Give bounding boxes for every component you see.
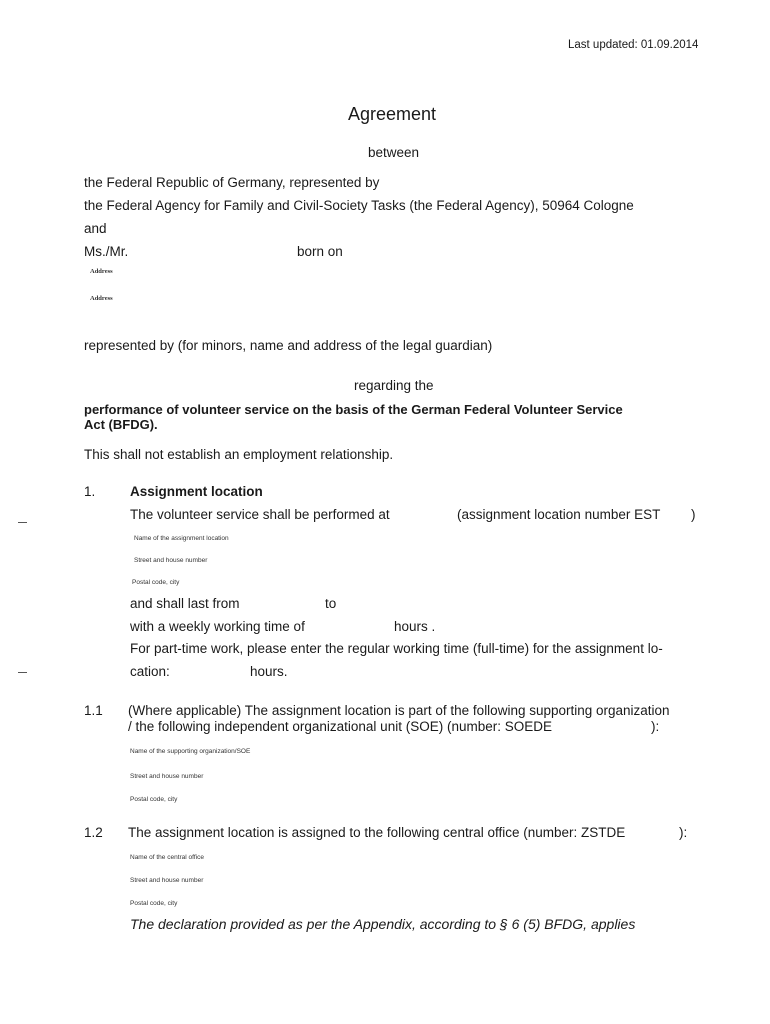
- hours-text: hours .: [394, 619, 436, 634]
- soe-postal-label: Postal code, city: [130, 796, 178, 803]
- party-line-2: the Federal Agency for Family and Civil-Society Tasks (the Federal Agency), 50964 Cologne: [84, 198, 634, 213]
- no-employment-text: This shall not establish an employment relationship.: [84, 447, 394, 462]
- between-text: between: [368, 145, 420, 160]
- and-text: and: [84, 221, 107, 236]
- party-line-1: the Federal Republic of Germany, represented by: [84, 175, 380, 190]
- regarding-text: regarding the: [354, 378, 434, 393]
- margin-mark: [18, 672, 27, 673]
- section-1-heading: Assignment location: [130, 484, 263, 499]
- location-label: cation:: [130, 664, 170, 679]
- to-text: to: [325, 596, 337, 611]
- assignment-street-label: Street and house number: [134, 557, 208, 564]
- section-1-2-number: 1.2: [84, 825, 103, 840]
- section-1-1-close: ):: [651, 719, 660, 734]
- central-office-postal-label: Postal code, city: [130, 900, 178, 907]
- central-office-street-label: Street and house number: [130, 877, 204, 884]
- address-label-1: Address: [90, 268, 113, 275]
- central-office-name-label: Name of the central office: [130, 854, 204, 861]
- soe-street-label: Street and house number: [130, 773, 204, 780]
- declaration-text: The declaration provided as per the Appendix, according to § 6 (5) BFDG, applies: [130, 916, 636, 932]
- section-1-1-line-1: (Where applicable) The assignment location is part of the following supporting organization: [128, 703, 670, 718]
- margin-mark: [18, 522, 27, 523]
- section-1-1-line-2: / the following independent organizational unit (SOE) (number: SOEDE: [128, 719, 552, 734]
- address-label-2: Address: [90, 295, 113, 302]
- page-title: Agreement: [348, 104, 437, 124]
- section-1-2-close: ):: [679, 825, 688, 840]
- assignment-location-number-label: (assignment location number EST: [457, 507, 661, 522]
- subject-line-1: performance of volunteer service on the basis of the German Federal Volunteer Service: [84, 402, 623, 417]
- weekly-time-text: with a weekly working time of: [130, 619, 305, 634]
- subject-line-2: Act (BFDG).: [84, 417, 158, 432]
- soe-name-label: Name of the supporting organization/SOE: [130, 748, 251, 755]
- parttime-text: For part-time work, please enter the regular working time (full-time) for the assignment lo-: [130, 641, 663, 656]
- hours-label-2: hours.: [250, 664, 288, 679]
- assignment-name-label: Name of the assignment location: [134, 535, 229, 542]
- section-1-2-line-1: The assignment location is assigned to the following central office (number: ZSTDE: [128, 825, 626, 840]
- assignment-location-number-close: ): [691, 507, 696, 522]
- section-1-number: 1.: [84, 484, 96, 499]
- born-on-label: born on: [297, 244, 343, 259]
- last-from-text: and shall last from: [130, 596, 240, 611]
- last-updated: Last updated: 01.09.2014: [568, 39, 699, 51]
- represented-by-text: represented by (for minors, name and address of the legal guardian): [84, 338, 493, 353]
- assignment-postal-label: Postal code, city: [132, 579, 180, 586]
- section-1-1-number: 1.1: [84, 703, 103, 718]
- performed-at-text: The volunteer service shall be performed at: [130, 507, 390, 522]
- ms-mr-label: Ms./Mr.: [84, 244, 129, 259]
